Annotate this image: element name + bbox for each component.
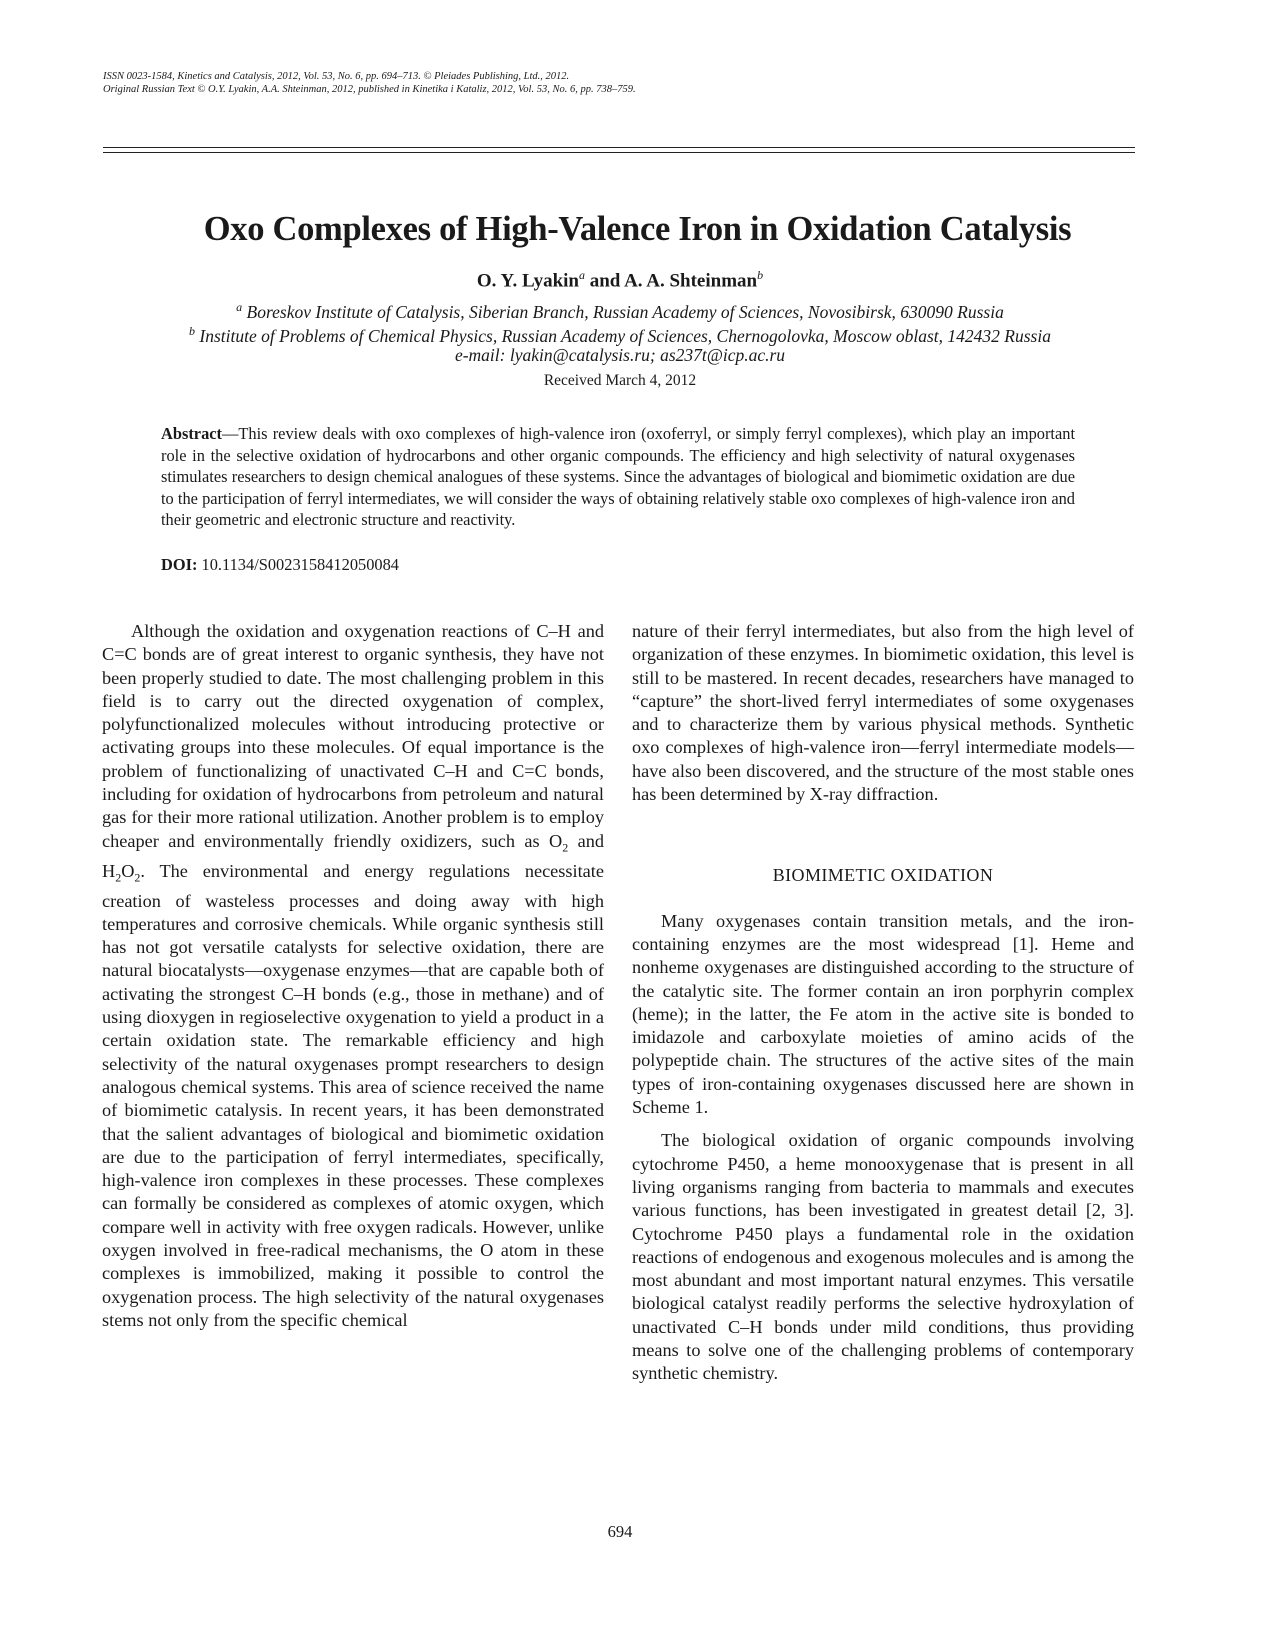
paragraph-intro-part-4: . The environmental and energy regulations necessitate creation of wasteless processes and doing away with high temperatures and corrosive chemicals. While organic synthesis still has not got versatile catalysts for selective oxidation, there are natural biocatalysts—oxygenase enzymes—that are capable both of activating the strongest C–H bonds (e.g., those in methane) and of using dioxygen in regioselective oxygenation to yield a product in a certain oxidation state. The remarkable efficiency and high selectivity of the natural oxygenases prompt researchers to design analogous chemical systems. This area of science received the name of biomimetic catalysis. In recent years, it has been demonstrated that the salient advantages of biological and biomimetic oxidation are due to the participation of ferryl intermediates, specifically, high-valence iron complexes in these processes. These complexes can formally be considered as complexes of atomic oxygen, which compare well in activity with free oxygen radicals. However, unlike oxygen involved in free-radical mechanisms, the O atom in these complexes is immobilized, making it possible to control the oxygenation process. The high selectivity of the natural oxygenases stems not only from the specific chemical bbox=[102, 860, 604, 1330]
subscript: 2 bbox=[562, 840, 569, 855]
paragraph-intro-part-3: O bbox=[121, 860, 135, 881]
contact-email: e-mail: lyakin@catalysis.ru; as237t@icp.ac.ru bbox=[454, 345, 786, 365]
author-2-affiliation-mark: b bbox=[757, 268, 764, 282]
header-rule-top bbox=[103, 147, 1135, 148]
affiliation-b-mark: b bbox=[189, 324, 196, 338]
affiliation-a-mark: a bbox=[236, 300, 243, 314]
paragraph-continuation: nature of their ferryl intermediates, but also from the high level of organization of these enzymes. In biomimetic oxidation, this level is still to be mastered. In recent decades, researchers have managed to “capture” the short-lived ferryl intermediates of some oxygenases and to characterize them by various physical methods. Synthetic oxo complexes of high-valence iron—ferryl intermediate models—have also been discovered, and the structure of the most stable ones has been determined by X-ray diffraction. bbox=[632, 621, 1134, 805]
subscript: 2 bbox=[115, 870, 122, 885]
body-column-left bbox=[102, 620, 604, 1332]
header-rule-bottom bbox=[103, 152, 1135, 153]
section-heading: BIOMIMETIC OXIDATION bbox=[772, 865, 994, 886]
abstract-label: Abstract bbox=[161, 424, 222, 443]
author-conjunction: and bbox=[584, 270, 625, 292]
abstract-text: —This review deals with oxo complexes of high-valence iron (oxoferryl, or simply ferryl complexes), which play an important role in the selective oxidation of hydrocarbons and other organic compounds. The efficiency and high selectivity of natural oxygenases stimulates researchers to design chemical analogues of these systems. Since the advantages of biological and biomimetic oxidation are due to the participation of ferryl intermediates, we will consider the ways of obtaining relatively stable oxo complexes of high-valence iron and their geometric and electronic structure and reactivity. bbox=[161, 424, 1075, 530]
affiliation-b bbox=[0, 320, 1240, 347]
affiliation-a bbox=[0, 296, 1240, 323]
received-date: Received March 4, 2012 bbox=[543, 372, 697, 389]
author-line bbox=[0, 268, 1240, 292]
page-number: 694 bbox=[607, 1522, 633, 1541]
doi bbox=[161, 555, 399, 575]
author-1: O. Y. Lyakin bbox=[476, 270, 579, 292]
affiliation-a-text: Boreskov Institute of Catalysis, Siberian Branch, Russian Academy of Sciences, Novosibirsk, 630090 Russia bbox=[242, 301, 1004, 322]
body-column-right bbox=[632, 620, 1134, 1386]
author-1-affiliation-mark: a bbox=[578, 268, 585, 282]
paragraph-oxygenases: Many oxygenases contain transition metals, and the iron-containing enzymes are the most widespread [1]. Heme and nonheme oxygenases are distinguished according to the structure of the catalytic site. The former contain an iron porphyrin complex (heme); in the latter, the Fe atom in the active site is bonded to imidazole and carboxylate moieties of amino acids of the polypeptide chain. The structures of the active sites of the main types of iron-containing oxygenases discussed here are shown in Scheme 1. bbox=[632, 910, 1134, 1118]
paragraph-intro-part-2: and H bbox=[102, 830, 604, 881]
article-title: Oxo Complexes of High-Valence Iron in Oxidation Catalysis bbox=[203, 210, 1072, 248]
header-line-1: ISSN 0023-1584, Kinetics and Catalysis, 2012, Vol. 53, No. 6, pp. 694–713. © Pleiades Publishing, Ltd., 2012. bbox=[103, 71, 570, 82]
paragraph-intro-part-1: Although the oxidation and oxygenation reactions of C–H and C=C bonds are of great interest to organic synthesis, they have not been properly studied to date. The most challenging problem in this field is to carry out the directed oxygenation of complex, polyfunctionalized molecules without introducing protective or activating groups into these molecules. Of equal importance is the problem of functionalizing of unactivated C–H and C=C bonds, including for oxidation of hydrocarbons from petroleum and natural gas for their more rational utilization. Another problem is to employ cheaper and environmentally friendly oxidizers, such as O bbox=[102, 621, 604, 851]
header-line-2: Original Russian Text © O.Y. Lyakin, A.A. Shteinman, 2012, published in Kinetika i Kataliz, 2012, Vol. 53, No. 6, pp. 738–759. bbox=[103, 84, 636, 95]
subscript: 2 bbox=[134, 870, 141, 885]
author-2: A. A. Shteinman bbox=[624, 270, 758, 292]
doi-label: DOI: bbox=[161, 555, 198, 574]
paragraph-cytochrome: The biological oxidation of organic compounds involving cytochrome P450, a heme monooxygenase that is present in all living organisms ranging from bacteria to mammals and executes various functions, has been investigated in greatest detail [2, 3]. Cytochrome P450 plays a fundamental role in the oxidation reactions of endogenous and exogenous molecules and is among the most abundant and most important natural enzymes. This versatile biological catalyst readily performs the selective hydroxylation of unactivated C–H bonds under mild conditions, thus providing means to solve one of the challenging problems of contemporary synthetic chemistry. bbox=[632, 1130, 1134, 1384]
paragraph-intro bbox=[102, 620, 604, 1332]
doi-value: 10.1134/S0023158412050084 bbox=[197, 555, 399, 574]
journal-header bbox=[103, 70, 1183, 96]
abstract bbox=[161, 423, 1075, 531]
affiliation-b-text: Institute of Problems of Chemical Physics, Russian Academy of Sciences, Chernogolovka, Moscow oblast, 142432 Russia bbox=[195, 325, 1051, 346]
